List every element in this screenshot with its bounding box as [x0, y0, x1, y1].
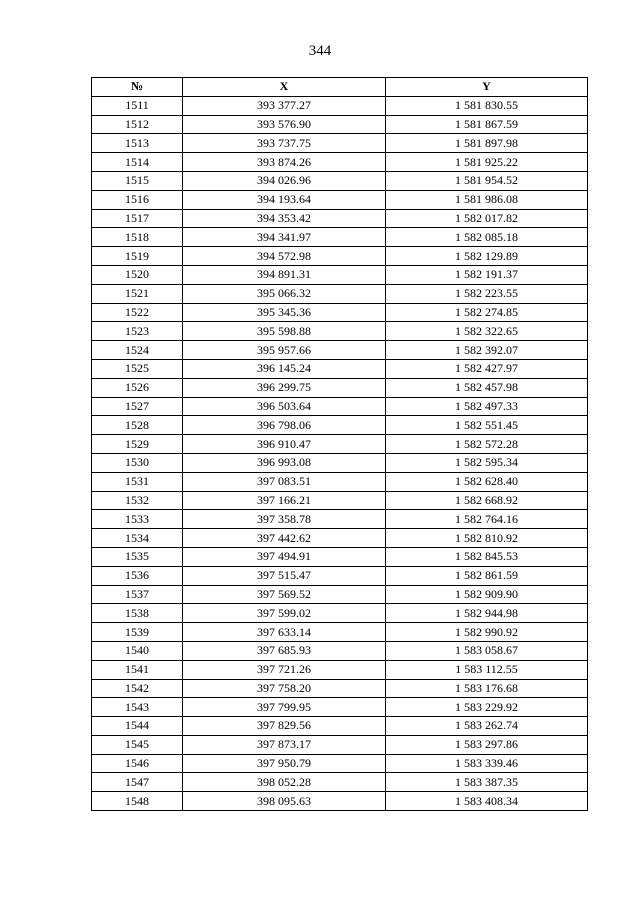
- table-row: [92, 284, 588, 303]
- cell-number: 1534: [92, 529, 183, 548]
- cell-y: 1 582 457.98: [386, 378, 588, 397]
- cell-x: 393 377.27: [183, 96, 386, 115]
- table-row: [92, 679, 588, 698]
- cell-number: 1526: [92, 378, 183, 397]
- cell-y: 1 583 176.68: [386, 679, 588, 698]
- cell-y: 1 582 497.33: [386, 397, 588, 416]
- cell-x: 397 685.93: [183, 641, 386, 660]
- cell-y: 1 582 085.18: [386, 228, 588, 247]
- cell-y: 1 582 990.92: [386, 623, 588, 642]
- cell-y: 1 582 668.92: [386, 491, 588, 510]
- cell-number: 1521: [92, 284, 183, 303]
- cell-x: 397 950.79: [183, 754, 386, 773]
- cell-x: 395 957.66: [183, 341, 386, 360]
- table-row: [92, 322, 588, 341]
- cell-number: 1535: [92, 547, 183, 566]
- cell-number: 1527: [92, 397, 183, 416]
- table-row: [92, 209, 588, 228]
- cell-y: 1 581 830.55: [386, 96, 588, 115]
- table-row: [92, 529, 588, 548]
- cell-y: 1 582 392.07: [386, 341, 588, 360]
- cell-y: 1 582 129.89: [386, 247, 588, 266]
- cell-number: 1520: [92, 265, 183, 284]
- table-row: [92, 585, 588, 604]
- table-row: [92, 416, 588, 435]
- table-row: [92, 303, 588, 322]
- cell-y: 1 583 229.92: [386, 698, 588, 717]
- cell-x: 397 633.14: [183, 623, 386, 642]
- cell-x: 393 576.90: [183, 115, 386, 134]
- cell-y: 1 582 944.98: [386, 604, 588, 623]
- table-row: [92, 341, 588, 360]
- cell-y: 1 582 427.97: [386, 359, 588, 378]
- table-row: [92, 247, 588, 266]
- cell-number: 1528: [92, 416, 183, 435]
- cell-number: 1519: [92, 247, 183, 266]
- cell-y: 1 583 262.74: [386, 717, 588, 736]
- cell-x: 397 569.52: [183, 585, 386, 604]
- cell-number: 1522: [92, 303, 183, 322]
- table-header-row: [92, 78, 588, 97]
- cell-number: 1540: [92, 641, 183, 660]
- cell-number: 1523: [92, 322, 183, 341]
- cell-x: 395 066.32: [183, 284, 386, 303]
- table-row: [92, 153, 588, 172]
- cell-number: 1546: [92, 754, 183, 773]
- table-row: [92, 623, 588, 642]
- table-row: [92, 604, 588, 623]
- cell-y: 1 582 322.65: [386, 322, 588, 341]
- table-row: [92, 566, 588, 585]
- cell-x: 397 515.47: [183, 566, 386, 585]
- cell-x: 394 341.97: [183, 228, 386, 247]
- cell-y: 1 583 408.34: [386, 792, 588, 811]
- cell-y: 1 581 954.52: [386, 171, 588, 190]
- table-row: [92, 435, 588, 454]
- table-row: [92, 491, 588, 510]
- cell-y: 1 582 551.45: [386, 416, 588, 435]
- table-row: [92, 171, 588, 190]
- table-row: [92, 378, 588, 397]
- cell-number: 1511: [92, 96, 183, 115]
- cell-x: 397 083.51: [183, 472, 386, 491]
- cell-y: 1 582 191.37: [386, 265, 588, 284]
- cell-x: 396 993.08: [183, 453, 386, 472]
- cell-x: 397 358.78: [183, 510, 386, 529]
- cell-x: 393 737.75: [183, 134, 386, 153]
- cell-y: 1 581 986.08: [386, 190, 588, 209]
- cell-number: 1518: [92, 228, 183, 247]
- cell-x: 397 721.26: [183, 660, 386, 679]
- cell-number: 1529: [92, 435, 183, 454]
- table-row: [92, 547, 588, 566]
- cell-y: 1 582 909.90: [386, 585, 588, 604]
- cell-number: 1533: [92, 510, 183, 529]
- table-row: [92, 641, 588, 660]
- cell-number: 1548: [92, 792, 183, 811]
- table-row: [92, 115, 588, 134]
- cell-x: 397 873.17: [183, 735, 386, 754]
- cell-y: 1 583 339.46: [386, 754, 588, 773]
- table-row: [92, 134, 588, 153]
- header-number: №: [92, 78, 183, 97]
- cell-y: 1 583 112.55: [386, 660, 588, 679]
- cell-number: 1547: [92, 773, 183, 792]
- header-y: Y: [386, 78, 588, 97]
- cell-x: 398 052.28: [183, 773, 386, 792]
- cell-x: 394 193.64: [183, 190, 386, 209]
- cell-x: 397 829.56: [183, 717, 386, 736]
- table-row: [92, 472, 588, 491]
- cell-number: 1517: [92, 209, 183, 228]
- cell-x: 394 891.31: [183, 265, 386, 284]
- cell-x: 397 442.62: [183, 529, 386, 548]
- cell-x: 397 799.95: [183, 698, 386, 717]
- table-row: [92, 453, 588, 472]
- cell-y: 1 582 764.16: [386, 510, 588, 529]
- cell-number: 1536: [92, 566, 183, 585]
- table-row: [92, 792, 588, 811]
- cell-x: 396 145.24: [183, 359, 386, 378]
- table-row: [92, 660, 588, 679]
- table-row: [92, 397, 588, 416]
- cell-y: 1 582 223.55: [386, 284, 588, 303]
- cell-number: 1537: [92, 585, 183, 604]
- cell-x: 394 353.42: [183, 209, 386, 228]
- cell-number: 1542: [92, 679, 183, 698]
- cell-number: 1532: [92, 491, 183, 510]
- cell-number: 1541: [92, 660, 183, 679]
- cell-y: 1 582 628.40: [386, 472, 588, 491]
- table-row: [92, 698, 588, 717]
- cell-number: 1524: [92, 341, 183, 360]
- cell-number: 1530: [92, 453, 183, 472]
- cell-number: 1538: [92, 604, 183, 623]
- coordinates-table: [91, 77, 588, 811]
- table-row: [92, 228, 588, 247]
- cell-y: 1 582 595.34: [386, 453, 588, 472]
- cell-x: 393 874.26: [183, 153, 386, 172]
- cell-x: 397 758.20: [183, 679, 386, 698]
- cell-number: 1531: [92, 472, 183, 491]
- cell-number: 1514: [92, 153, 183, 172]
- cell-y: 1 582 845.53: [386, 547, 588, 566]
- cell-x: 396 910.47: [183, 435, 386, 454]
- header-x: X: [183, 78, 386, 97]
- cell-x: 396 798.06: [183, 416, 386, 435]
- table-row: [92, 773, 588, 792]
- cell-x: 394 026.96: [183, 171, 386, 190]
- cell-x: 397 494.91: [183, 547, 386, 566]
- cell-x: 394 572.98: [183, 247, 386, 266]
- page-number: 344: [308, 43, 332, 59]
- cell-x: 397 166.21: [183, 491, 386, 510]
- table-row: [92, 510, 588, 529]
- cell-number: 1525: [92, 359, 183, 378]
- cell-number: 1544: [92, 717, 183, 736]
- table-row: [92, 754, 588, 773]
- cell-y: 1 583 387.35: [386, 773, 588, 792]
- table-row: [92, 717, 588, 736]
- cell-x: 397 599.02: [183, 604, 386, 623]
- cell-y: 1 582 861.59: [386, 566, 588, 585]
- table-body: [92, 96, 588, 810]
- table-row: [92, 190, 588, 209]
- cell-x: 396 299.75: [183, 378, 386, 397]
- cell-number: 1515: [92, 171, 183, 190]
- cell-number: 1543: [92, 698, 183, 717]
- table-row: [92, 96, 588, 115]
- cell-y: 1 581 867.59: [386, 115, 588, 134]
- cell-y: 1 581 897.98: [386, 134, 588, 153]
- cell-number: 1512: [92, 115, 183, 134]
- cell-y: 1 583 058.67: [386, 641, 588, 660]
- cell-number: 1539: [92, 623, 183, 642]
- cell-x: 396 503.64: [183, 397, 386, 416]
- cell-y: 1 582 572.28: [386, 435, 588, 454]
- cell-y: 1 581 925.22: [386, 153, 588, 172]
- cell-y: 1 582 017.82: [386, 209, 588, 228]
- cell-y: 1 582 810.92: [386, 529, 588, 548]
- table-row: [92, 265, 588, 284]
- cell-x: 395 345.36: [183, 303, 386, 322]
- cell-x: 395 598.88: [183, 322, 386, 341]
- cell-number: 1545: [92, 735, 183, 754]
- table-row: [92, 735, 588, 754]
- cell-x: 398 095.63: [183, 792, 386, 811]
- cell-number: 1516: [92, 190, 183, 209]
- cell-y: 1 583 297.86: [386, 735, 588, 754]
- cell-y: 1 582 274.85: [386, 303, 588, 322]
- table-row: [92, 359, 588, 378]
- cell-number: 1513: [92, 134, 183, 153]
